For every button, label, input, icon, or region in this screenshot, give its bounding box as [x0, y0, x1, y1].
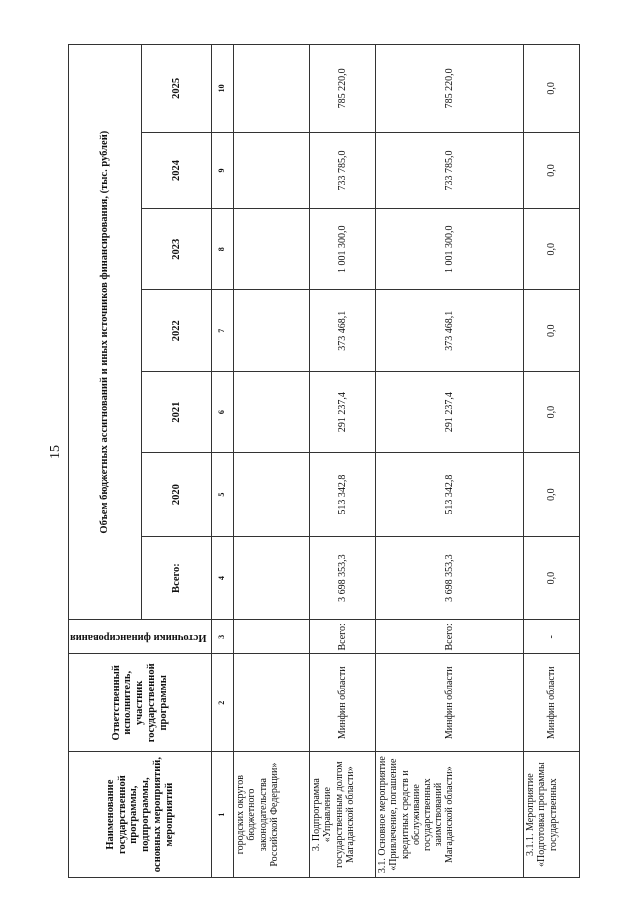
- row-responsible: Минфин области: [310, 654, 376, 752]
- header-row: [69, 45, 142, 878]
- col-number: 10: [212, 45, 234, 133]
- col-number: 1: [212, 752, 234, 878]
- row-value-2022: 373 468,1: [376, 290, 524, 371]
- header-responsible: Ответственный исполнитель, участник государственной программы: [69, 654, 212, 752]
- row-source: Всего:: [310, 620, 376, 654]
- row-value-2025: 785 220,0: [376, 45, 524, 133]
- row-responsible: [234, 654, 310, 752]
- row-source: Всего:: [376, 620, 524, 654]
- row-value-2025: 0,0: [524, 45, 580, 133]
- table-row: [376, 45, 524, 878]
- header-year-2020: 2020: [141, 453, 212, 536]
- table-row: [234, 45, 310, 878]
- header-year-2024: 2024: [141, 132, 212, 208]
- row-responsible: Минфин области: [376, 654, 524, 752]
- row-name: 3.1. Основное мероприятие «Привлечение, погашение кредитных средств и обслуживание государственных заимствований Магаданской области»: [376, 752, 524, 878]
- row-value-2020: [234, 453, 310, 536]
- row-value-2021: 291 237,4: [376, 371, 524, 452]
- row-name: 3.1.1. Мероприятие «Подготовка программы государственных: [524, 752, 580, 878]
- header-funding-group: Объем бюджетных ассигнований и иных источников финансирования, (тыс. рублей): [69, 45, 142, 620]
- row-value-2025: 785 220,0: [310, 45, 376, 133]
- row-value-total: [234, 536, 310, 619]
- row-value-2024: 733 785,0: [310, 132, 376, 208]
- header-sources-text: Источники финансирования: [70, 631, 207, 643]
- row-value-2020: 513 342,8: [376, 453, 524, 536]
- row-value-2024: [234, 132, 310, 208]
- row-value-2024: 0,0: [524, 132, 580, 208]
- row-value-2022: 373 468,1: [310, 290, 376, 371]
- row-value-2021: [234, 371, 310, 452]
- row-name: городских округов бюджетного законодательства Российской Федерации»: [234, 752, 310, 878]
- row-value-total: 0,0: [524, 536, 580, 619]
- row-value-2022: [234, 290, 310, 371]
- header-year-2022: 2022: [141, 290, 212, 371]
- col-number: 3: [212, 620, 234, 654]
- row-value-2023: 1 001 300,0: [376, 209, 524, 290]
- header-year-2023: 2023: [141, 209, 212, 290]
- page-number: 15: [48, 445, 63, 459]
- row-value-2022: 0,0: [524, 290, 580, 371]
- table-row: [310, 45, 376, 878]
- col-number: 7: [212, 290, 234, 371]
- row-value-2023: [234, 209, 310, 290]
- row-source: [234, 620, 310, 654]
- row-responsible: Минфин области: [524, 654, 580, 752]
- row-name: 3. Подпрограмма «Управление государственным долгом Магаданской области»: [310, 752, 376, 878]
- row-source: -: [524, 620, 580, 654]
- header-sources: [69, 620, 212, 654]
- row-value-2020: 513 342,8: [310, 453, 376, 536]
- row-value-2020: 0,0: [524, 453, 580, 536]
- budget-table: [68, 44, 580, 878]
- row-value-2021: 291 237,4: [310, 371, 376, 452]
- col-number: 5: [212, 453, 234, 536]
- header-year-total: Всего:: [141, 536, 212, 619]
- header-year-2021: 2021: [141, 371, 212, 452]
- header-name: Наименование государственной программы, подпрограммы, основных мероприятий, мероприятий: [69, 752, 212, 878]
- row-value-2023: 0,0: [524, 209, 580, 290]
- col-number: 4: [212, 536, 234, 619]
- table-row: [524, 45, 580, 878]
- row-value-2024: 733 785,0: [376, 132, 524, 208]
- col-number: 2: [212, 654, 234, 752]
- col-number: 8: [212, 209, 234, 290]
- row-value-2023: 1 001 300,0: [310, 209, 376, 290]
- row-value-total: 3 698 353,3: [310, 536, 376, 619]
- row-value-total: 3 698 353,3: [376, 536, 524, 619]
- header-year-2025: 2025: [141, 45, 212, 133]
- column-number-row: [212, 45, 234, 878]
- col-number: 9: [212, 132, 234, 208]
- budget-table-rotated: [68, 44, 570, 878]
- row-value-2025: [234, 45, 310, 133]
- row-value-2021: 0,0: [524, 371, 580, 452]
- col-number: 6: [212, 371, 234, 452]
